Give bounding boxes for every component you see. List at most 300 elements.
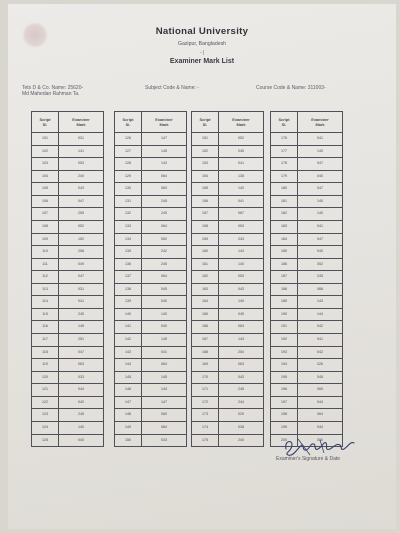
table-row	[32, 283, 104, 296]
examiner-mark-cell: 047	[298, 183, 343, 196]
examiner-mark-cell: 140	[59, 421, 104, 434]
script-sl-cell: 158	[192, 220, 219, 233]
examiner-mark-cell: 031	[59, 283, 104, 296]
table-row	[192, 321, 264, 334]
exam-info	[22, 85, 83, 97]
examiner-mark-cell: 060	[142, 409, 187, 422]
table-row	[115, 296, 187, 309]
header-script-sl: Script Sl.	[271, 112, 298, 133]
table-row	[192, 133, 264, 146]
script-sl-cell: 199	[271, 421, 298, 434]
examiner-mark-cell: 255	[59, 208, 104, 221]
script-sl-cell: 108	[32, 220, 59, 233]
table-row	[115, 145, 187, 158]
mark-table-4	[270, 111, 343, 447]
table-row	[32, 183, 104, 196]
header-script-sl: Script Sl.	[192, 112, 219, 133]
script-sl-cell: 164	[192, 296, 219, 309]
script-sl-cell: 125	[32, 434, 59, 447]
script-sl-cell: 104	[32, 170, 59, 183]
table-row	[192, 308, 264, 321]
examiner-mark-cell: 245	[59, 409, 104, 422]
examiner-mark-cell: 245	[142, 258, 187, 271]
examiner-mark-cell: 244	[219, 396, 264, 409]
examiner-mark-cell: 041	[59, 296, 104, 309]
script-sl-cell: 103	[32, 158, 59, 171]
table-row	[192, 208, 264, 221]
table-row	[115, 233, 187, 246]
examiner-mark-cell: 251	[59, 334, 104, 347]
examiner-mark-cell: 047	[59, 195, 104, 208]
examiner-mark-cell: 040	[142, 321, 187, 334]
table-row	[271, 308, 343, 321]
script-sl-cell: 110	[32, 246, 59, 259]
script-sl-cell: 192	[271, 334, 298, 347]
table-row	[271, 246, 343, 259]
script-sl-cell: 162	[192, 271, 219, 284]
examiner-mark-cell: 143	[219, 334, 264, 347]
table-row	[192, 283, 264, 296]
table-row	[192, 346, 264, 359]
table-row	[115, 396, 187, 409]
script-sl-cell: 146	[115, 384, 142, 397]
examiner-mark-cell: 240	[59, 170, 104, 183]
script-sl-cell: 148	[115, 409, 142, 422]
script-sl-cell: 178	[271, 158, 298, 171]
examiner-mark-cell: 052	[59, 220, 104, 233]
examiner-mark-cell: 052	[298, 258, 343, 271]
table-row	[192, 233, 264, 246]
header-separator: - |	[199, 50, 205, 56]
examiner-mark-cell: 053	[219, 220, 264, 233]
script-sl-cell: 200	[271, 434, 298, 447]
script-sl-cell: 169	[192, 359, 219, 372]
table-row	[192, 396, 264, 409]
script-sl-cell: 137	[115, 271, 142, 284]
examiner-mark-cell: 140	[219, 258, 264, 271]
script-sl-cell: 140	[115, 308, 142, 321]
table-row	[32, 296, 104, 309]
script-sl-cell: 102	[32, 145, 59, 158]
examiner-mark-cell: 064	[142, 170, 187, 183]
table-row	[32, 359, 104, 372]
script-sl-cell: 114	[32, 296, 59, 309]
script-sl-cell: 183	[271, 220, 298, 233]
table-row	[192, 183, 264, 196]
table-row	[192, 384, 264, 397]
table-header-row	[115, 112, 187, 133]
script-sl-cell: 165	[192, 308, 219, 321]
table-row	[115, 208, 187, 221]
table-row	[32, 158, 104, 171]
script-sl-cell: 172	[192, 396, 219, 409]
examiner-mark-cell: 140	[298, 145, 343, 158]
table-row	[115, 359, 187, 372]
examiner-mark-cell: 254	[219, 346, 264, 359]
table-row	[115, 421, 187, 434]
script-sl-cell: 180	[271, 183, 298, 196]
table-row	[192, 145, 264, 158]
examiner-mark-cell: 053	[219, 271, 264, 284]
script-sl-cell: 149	[115, 421, 142, 434]
table-row	[271, 421, 343, 434]
examiner-mark-cell: 053	[59, 158, 104, 171]
examiner-mark-cell: 042	[298, 346, 343, 359]
table-row	[32, 170, 104, 183]
examiner-mark-cell: 041	[298, 133, 343, 146]
examiner-mark-cell: 152	[59, 233, 104, 246]
examiner-mark-cell: 245	[142, 195, 187, 208]
script-sl-cell: 171	[192, 384, 219, 397]
script-sl-cell: 132	[115, 208, 142, 221]
script-sl-cell: 170	[192, 371, 219, 384]
table-row	[271, 409, 343, 422]
table-row	[271, 258, 343, 271]
table-row	[32, 258, 104, 271]
examiner-mark-cell: 031	[59, 133, 104, 146]
table-row	[115, 371, 187, 384]
script-sl-cell: 167	[192, 334, 219, 347]
script-sl-cell: 150	[115, 434, 142, 447]
examiner-mark-cell: 065	[298, 384, 343, 397]
table-row	[32, 271, 104, 284]
exam-line-1: Tets D & Co. Name: 25620-	[22, 85, 84, 91]
mark-table-3	[191, 111, 264, 447]
examiner-mark-cell: 043	[219, 283, 264, 296]
examiner-mark-cell: 063	[59, 359, 104, 372]
table-row	[115, 258, 187, 271]
script-sl-cell: 166	[192, 321, 219, 334]
script-sl-cell: 117	[32, 334, 59, 347]
table-row	[271, 145, 343, 158]
examiner-mark-cell: 041	[298, 334, 343, 347]
examiner-mark-cell: 240	[219, 434, 264, 447]
script-sl-cell: 147	[115, 396, 142, 409]
table-row	[115, 334, 187, 347]
script-sl-cell: 136	[115, 258, 142, 271]
examiner-mark-cell: 026	[298, 359, 343, 372]
script-sl-cell: 176	[271, 133, 298, 146]
examiner-mark-cell: 145	[142, 145, 187, 158]
script-sl-cell: 186	[271, 258, 298, 271]
table-row	[115, 346, 187, 359]
script-sl-cell: 142	[115, 334, 142, 347]
script-sl-cell: 134	[115, 233, 142, 246]
table-row	[192, 246, 264, 259]
examiner-mark-cell: 044	[298, 396, 343, 409]
examiner-mark-cell: 050	[298, 434, 343, 447]
script-sl-cell: 191	[271, 321, 298, 334]
examiner-mark-cell: 045	[219, 145, 264, 158]
header-examiner-mark: Examiner Mark	[142, 112, 187, 133]
examiner-mark-cell: 047	[298, 158, 343, 171]
table-row	[115, 220, 187, 233]
document-title: Examiner Mark List	[169, 58, 235, 65]
script-sl-cell: 198	[271, 409, 298, 422]
script-sl-cell: 182	[271, 208, 298, 221]
examiner-mark-cell: 063	[219, 321, 264, 334]
header-script-sl: Script Sl.	[115, 112, 142, 133]
table-row	[192, 195, 264, 208]
examiner-mark-cell: 041	[219, 195, 264, 208]
examiner-mark-cell: 045	[142, 283, 187, 296]
table-row	[115, 133, 187, 146]
examiner-mark-cell: 043	[59, 183, 104, 196]
mark-table-2	[114, 111, 187, 447]
table-row	[271, 283, 343, 296]
script-sl-cell: 131	[115, 195, 142, 208]
examiner-mark-cell: 042	[59, 396, 104, 409]
table-row	[271, 321, 343, 334]
examiner-mark-cell: 043	[142, 434, 187, 447]
script-sl-cell: 152	[192, 145, 219, 158]
examiner-mark-cell: 140	[219, 296, 264, 309]
table-row	[271, 396, 343, 409]
script-sl-cell: 153	[192, 158, 219, 171]
examiner-mark-cell: 140	[298, 208, 343, 221]
script-sl-cell: 159	[192, 233, 219, 246]
script-sl-cell: 145	[115, 371, 142, 384]
script-sl-cell: 161	[192, 258, 219, 271]
examiner-mark-cell: 243	[219, 233, 264, 246]
table-row	[192, 409, 264, 422]
examiner-mark-cell: 064	[142, 220, 187, 233]
table-row	[271, 208, 343, 221]
script-sl-cell: 143	[115, 346, 142, 359]
script-sl-cell: 139	[115, 296, 142, 309]
header-examiner-mark: Examiner Mark	[219, 112, 264, 133]
examiner-mark-cell: 143	[142, 384, 187, 397]
table-row	[115, 170, 187, 183]
examiner-mark-cell: 029	[219, 409, 264, 422]
examiner-mark-cell: 140	[298, 195, 343, 208]
table-row	[192, 158, 264, 171]
table-row	[32, 233, 104, 246]
table-header-row	[32, 112, 104, 133]
script-sl-cell: 111	[32, 258, 59, 271]
table-row	[192, 170, 264, 183]
examiner-mark-cell: 041	[142, 346, 187, 359]
script-sl-cell: 135	[115, 246, 142, 259]
examiner-mark-cell: 145	[59, 321, 104, 334]
script-sl-cell: 157	[192, 208, 219, 221]
table-row	[115, 409, 187, 422]
script-sl-cell: 156	[192, 195, 219, 208]
script-sl-cell: 123	[32, 409, 59, 422]
script-sl-cell: 116	[32, 321, 59, 334]
script-sl-cell: 128	[115, 158, 142, 171]
script-sl-cell: 154	[192, 170, 219, 183]
examiner-mark-cell: 258	[59, 246, 104, 259]
examiner-mark-cell: 245	[219, 384, 264, 397]
table-row	[192, 296, 264, 309]
examiner-mark-cell: 040	[142, 296, 187, 309]
table-row	[192, 434, 264, 447]
examiner-mark-cell: 033	[59, 371, 104, 384]
examiner-mark-cell: 147	[142, 133, 187, 146]
table-row	[271, 220, 343, 233]
script-sl-cell: 112	[32, 271, 59, 284]
script-sl-cell: 184	[271, 233, 298, 246]
script-sl-cell: 177	[271, 145, 298, 158]
script-sl-cell: 115	[32, 308, 59, 321]
table-row	[271, 384, 343, 397]
table-row	[271, 233, 343, 246]
examiner-mark-cell: 140	[142, 308, 187, 321]
examiner-mark-cell: 140	[219, 183, 264, 196]
table-row	[32, 396, 104, 409]
subject-info: Subject Code & Name: -	[145, 85, 199, 91]
script-sl-cell: 160	[192, 246, 219, 259]
table-row	[32, 195, 104, 208]
script-sl-cell: 122	[32, 396, 59, 409]
script-sl-cell: 141	[115, 321, 142, 334]
script-sl-cell: 118	[32, 346, 59, 359]
script-sl-cell: 155	[192, 183, 219, 196]
table-row	[271, 371, 343, 384]
table-row	[192, 334, 264, 347]
table-row	[271, 133, 343, 146]
table-row	[32, 321, 104, 334]
table-row	[271, 158, 343, 171]
table-row	[271, 195, 343, 208]
script-sl-cell: 181	[271, 195, 298, 208]
table-row	[271, 296, 343, 309]
script-sl-cell: 106	[32, 195, 59, 208]
script-sl-cell: 190	[271, 308, 298, 321]
table-row	[115, 195, 187, 208]
script-sl-cell: 151	[192, 133, 219, 146]
examiner-mark-cell: 245	[142, 208, 187, 221]
table-row	[115, 158, 187, 171]
table-row	[32, 145, 104, 158]
table-header-row	[192, 112, 264, 133]
course-info: Course Code & Name: 311003-	[256, 85, 326, 91]
table-row	[32, 246, 104, 259]
examiner-mark-cell: 064	[298, 409, 343, 422]
examiner-mark-cell: 047	[59, 271, 104, 284]
examiner-mark-cell: 047	[59, 346, 104, 359]
table-row	[32, 421, 104, 434]
script-sl-cell: 121	[32, 384, 59, 397]
script-sl-cell: 101	[32, 133, 59, 146]
examiner-mark-cell: 040	[298, 170, 343, 183]
script-sl-cell: 189	[271, 296, 298, 309]
examiner-mark-cell: 067	[219, 208, 264, 221]
table-row	[192, 271, 264, 284]
table-row	[271, 271, 343, 284]
examiner-mark-cell: 049	[59, 258, 104, 271]
table-row	[32, 371, 104, 384]
script-sl-cell: 168	[192, 346, 219, 359]
examiner-mark-cell: 044	[59, 384, 104, 397]
examiner-mark-cell: 064	[142, 359, 187, 372]
table-row	[115, 283, 187, 296]
table-row	[192, 258, 264, 271]
script-sl-cell: 109	[32, 233, 59, 246]
table-row	[32, 133, 104, 146]
examiner-mark-cell: 041	[219, 158, 264, 171]
script-sl-cell: 119	[32, 359, 59, 372]
table-row	[32, 334, 104, 347]
script-sl-cell: 138	[115, 283, 142, 296]
table-row	[115, 384, 187, 397]
header-script-sl: Script Sl.	[32, 112, 59, 133]
examiner-mark-cell: 147	[142, 396, 187, 409]
examiner-mark-cell: 145	[142, 371, 187, 384]
examiner-mark-cell: 040	[298, 246, 343, 259]
table-row	[32, 346, 104, 359]
script-sl-cell: 194	[271, 359, 298, 372]
examiner-mark-cell: 038	[219, 421, 264, 434]
examiner-mark-cell: 064	[142, 421, 187, 434]
examiner-mark-cell: 144	[219, 246, 264, 259]
examiner-mark-cell: 145	[142, 334, 187, 347]
table-row	[271, 359, 343, 372]
examiner-mark-cell: 143	[298, 296, 343, 309]
examiner-mark-cell: 144	[298, 308, 343, 321]
script-sl-cell: 185	[271, 246, 298, 259]
university-name: National University	[155, 26, 249, 37]
table-row	[115, 308, 187, 321]
script-sl-cell: 133	[115, 220, 142, 233]
table-row	[192, 359, 264, 372]
mark-list-sheet	[8, 4, 396, 529]
examiner-mark-cell: 041	[298, 220, 343, 233]
university-location: Gazipur, Bangladesh	[177, 41, 227, 47]
script-sl-cell: 187	[271, 271, 298, 284]
table-row	[271, 170, 343, 183]
exam-line-2: Md Mahedan Rahman Ta.	[22, 91, 80, 97]
signature-caption: Examiner's Signature & Date	[276, 456, 341, 462]
table-row	[115, 321, 187, 334]
script-sl-cell: 163	[192, 283, 219, 296]
examiner-mark-cell: 245	[59, 308, 104, 321]
examiner-mark-cell: 044	[298, 421, 343, 434]
table-row	[271, 346, 343, 359]
table-row	[271, 334, 343, 347]
examiner-mark-cell: 245	[298, 271, 343, 284]
examiner-mark-cell: 063	[142, 183, 187, 196]
script-sl-cell: 197	[271, 396, 298, 409]
table-row	[32, 308, 104, 321]
examiner-mark-cell: 045	[298, 371, 343, 384]
script-sl-cell: 127	[115, 145, 142, 158]
table-row	[115, 434, 187, 447]
script-sl-cell: 175	[192, 434, 219, 447]
script-sl-cell: 124	[32, 421, 59, 434]
table-row	[32, 220, 104, 233]
script-sl-cell: 179	[271, 170, 298, 183]
examiner-mark-cell: 141	[59, 145, 104, 158]
table-row	[32, 409, 104, 422]
script-sl-cell: 174	[192, 421, 219, 434]
examiner-mark-cell: 047	[298, 233, 343, 246]
table-row	[115, 246, 187, 259]
script-sl-cell: 113	[32, 283, 59, 296]
script-sl-cell: 188	[271, 283, 298, 296]
script-sl-cell: 196	[271, 384, 298, 397]
table-row	[271, 183, 343, 196]
script-sl-cell: 107	[32, 208, 59, 221]
table-header-row	[271, 112, 343, 133]
examiner-mark-cell: 045	[219, 308, 264, 321]
script-sl-cell: 173	[192, 409, 219, 422]
table-row	[115, 271, 187, 284]
table-row	[32, 434, 104, 447]
script-sl-cell: 126	[115, 133, 142, 146]
script-sl-cell: 105	[32, 183, 59, 196]
